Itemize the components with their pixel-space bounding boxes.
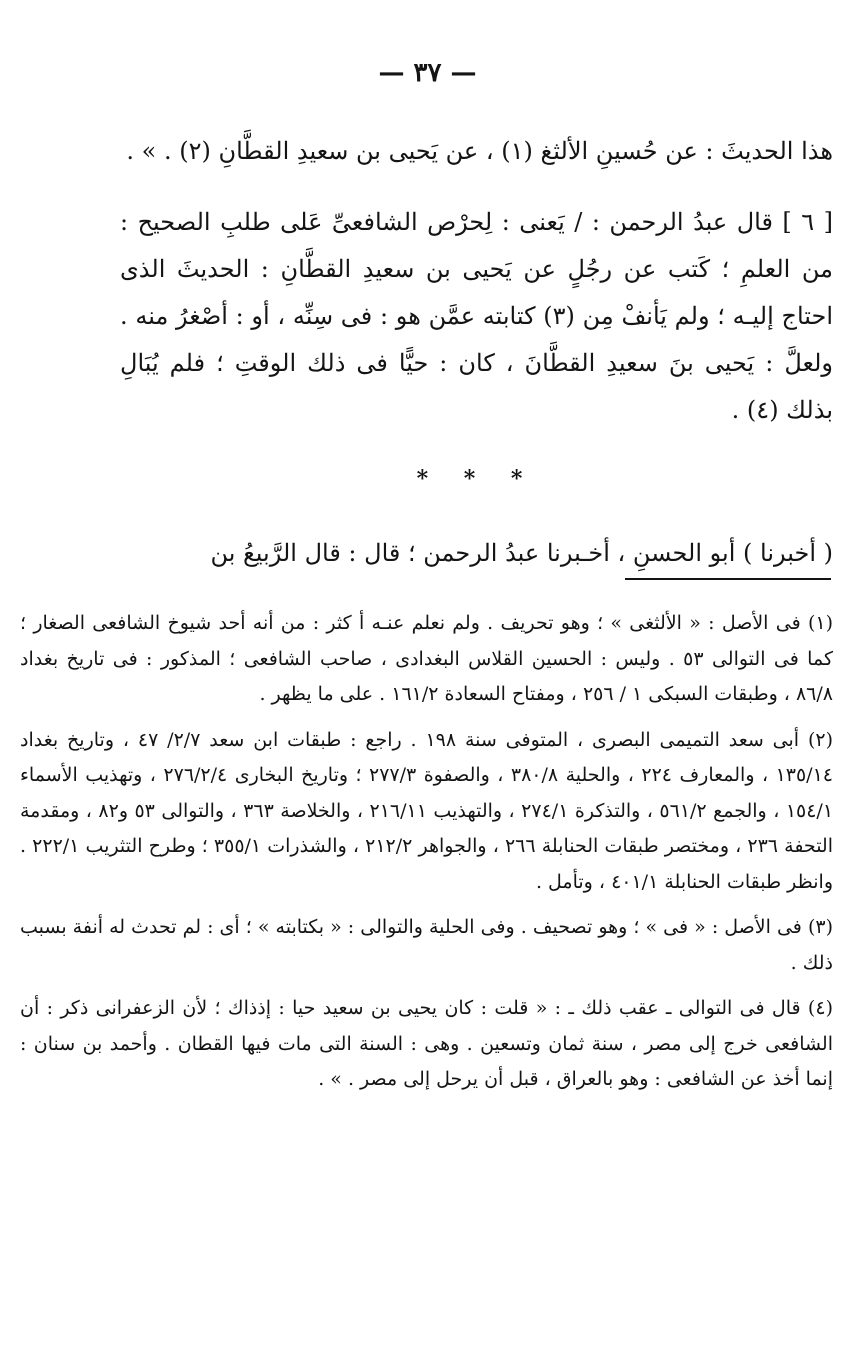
footnote-separator-line — [625, 578, 831, 580]
footnote-1: (١) فى الأصل : « الألثغى » ؛ وهو تحريف . ولم نعلم عنـه أ كثر : من أنه أحد شيوخ الشافعى الصغار ؛ كما فى التوالى ٥٣ . وليس : الحسين القلاس البغدادى ، صاحب الشافعى ؛ المذكور : فى تاريخ بغداد ٨٦/٨ ، وطبقات السبكى ١ / ٢٥٦ ، ومفتاح السعادة ١٦١/٢ . على ما يظهر . — [20, 612, 833, 705]
main-paragraph-3: ( أخبرنا ) أبو الحسنِ ، أخـبرنا عبدُ الرحمن ؛ قال : قال الرَّبيعُ بن — [210, 539, 833, 567]
footnote-2: (٢) أبى سعد التميمى البصرى ، المتوفى سنة ١٩٨ . راجع : طبقات ابن سعد ٢/٧/ ٤٧ ، وتاريخ بغداد ١٣٥/١٤ ، والمعارف ٢٢٤ ، والحلية ٣٨٠/٨ ، والصفوة ٢٧٧/٣ ؛ وتاريخ البخارى ٢٧٦/٢/٤ ، وتهذيب الأسماء ١٥٤/١ ، والجمع ٥٦١/٢ ، والتذكرة ٢٧٤/١ ، والتهذيب ٢١٦/١١ ، والخلاصة ٣٦٣ ، والتوالى ٥٣ و٨٢ ، ومقدمة التحفة ٢٣٦ ، ومختصر طبقات الحنابلة ٢٦٦ ، والجواهر ٢١٢/٢ ، والشذرات ٣٥٥/١ ؛ وطرح التثريب ٢٢٢/١ . وانظر طبقات الحنابلة ٤٠١/١ ، وتأمل . — [20, 728, 834, 893]
main-paragraph-2: [ ٦ ] قال عبدُ الرحمن : / يَعنى : لِحرْص الشافعىِّ عَلى طلبِ الصحيح : من العلمِ ؛ كَتب عن رجُلٍ عن يَحيى بن سعيدِ القطَّانِ : الحديثَ الذى احتاج إليـه ؛ ولم يَأنفْ مِن (٣) كتابته عمَّن هو : فى سِنِّه ، أو : أصْغرُ منه . ولعلَّ : يَحيى بنَ سعيدِ القطَّانَ ، كان : حيًّا فى ذلك الوقتِ ؛ فلم يُبَالِ بذلك (٤) . — [120, 208, 834, 424]
main-text — [120, 128, 833, 577]
footnotes — [20, 606, 833, 1108]
section-divider-stars: * * * — [416, 466, 537, 492]
main-paragraph-1: هذا الحديثَ : عن حُسينِ الألثغ (١) ، عن يَحيى بن سعيدِ القطَّانِ (٢) . » . — [126, 137, 833, 165]
page-number: — ٣٧ — — [378, 58, 477, 88]
footnote-3: (٣) فى الأصل : « فى » ؛ وهو تصحيف . وفى الحلية والتوالى : « بكتابته » ؛ أى : لم تحدث له أنفة بسبب ذلك . — [20, 916, 833, 974]
footnote-4: (٤) قال فى التوالى ـ عقب ذلك ـ : « قلت : كان يحيى بن سعيد حيا : إذذاك ؛ لأن الزعفرانى ذكر : أن الشافعى خرج إلى مصر ، سنة ثمان وتسعين . وهى : السنة التى مات فيها القطان . وأحمد بن سنان : إنما أخذ عن الشافعى : وهو بالعراق ، قبل أن يرحل إلى مصر . » . — [20, 997, 833, 1090]
